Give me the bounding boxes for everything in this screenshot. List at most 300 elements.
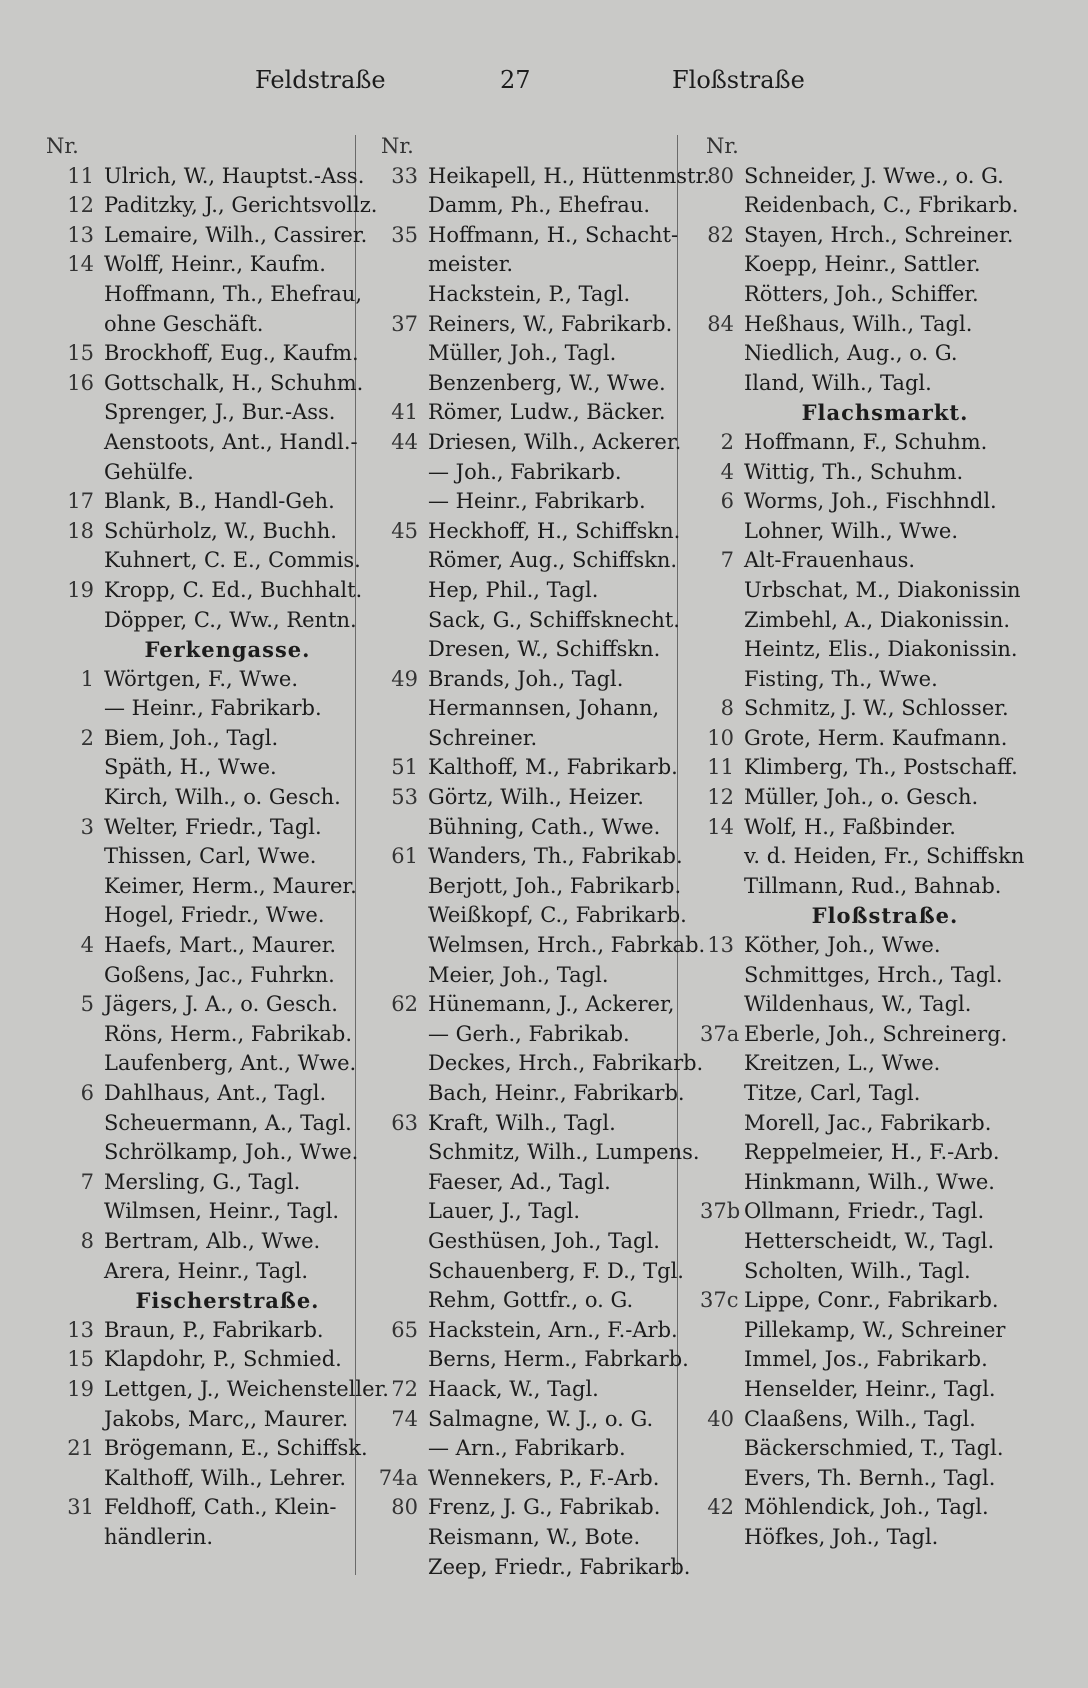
resident-text: Immel, Jos., Fabrikarb. — [744, 1347, 988, 1372]
house-number: 37b — [700, 1199, 741, 1224]
resident-text: Meier, Joh., Tagl. — [428, 962, 609, 987]
resident-text: ohne Geschäft. — [104, 311, 264, 336]
resident-entry — [375, 1493, 675, 1523]
resident-text: Hackstein, Arn., F.-Arb. — [428, 1317, 678, 1342]
resident-text: Arera, Heinr., Tagl. — [104, 1258, 309, 1283]
resident-text: Görtz, Wilh., Heizer. — [428, 785, 644, 810]
resident-entry — [700, 191, 1030, 221]
house-number — [375, 546, 428, 576]
house-number — [375, 1079, 428, 1109]
resident-text: Hetterscheidt, W., Tagl. — [744, 1228, 995, 1253]
house-number: 8 — [720, 696, 734, 721]
house-number: 18 — [67, 518, 94, 543]
house-number — [40, 1464, 104, 1494]
resident-text: Aenstoots, Ant., Handl.- — [104, 429, 358, 454]
house-number: 61 — [391, 844, 418, 869]
resident-entry — [40, 517, 375, 547]
house-number — [700, 1375, 744, 1405]
resident-text: Eberle, Joh., Schreinerg. — [744, 1021, 1008, 1046]
house-number — [700, 990, 744, 1020]
resident-entry — [40, 1049, 375, 1079]
house-number: 63 — [391, 1110, 418, 1135]
house-number — [375, 458, 428, 488]
house-number — [375, 872, 428, 902]
house-number: 65 — [391, 1317, 418, 1342]
street-heading — [700, 901, 1030, 931]
resident-entry — [375, 872, 682, 902]
house-number — [700, 1316, 744, 1346]
resident-entry — [700, 1109, 1030, 1139]
resident-entry — [40, 1197, 375, 1227]
resident-text: Sack, G., Schiffsknecht. — [428, 607, 680, 632]
resident-text: Urbschat, M., Diakonissin — [744, 577, 1021, 602]
nr-label: Nr. — [706, 134, 739, 158]
resident-entry — [40, 428, 375, 458]
resident-text: Schreiner. — [428, 725, 538, 750]
house-number — [375, 191, 428, 221]
resident-entry — [375, 546, 678, 576]
resident-text: Braun, P., Fabrikarb. — [104, 1317, 324, 1342]
resident-text: Wildenhaus, W., Tagl. — [744, 992, 972, 1017]
resident-entry — [40, 1168, 375, 1198]
resident-entry — [40, 1375, 389, 1405]
house-number: 4 — [720, 459, 734, 484]
resident-text: Hermannsen, Johann, — [428, 696, 660, 721]
resident-text: Hinkmann, Wilh., Wwe. — [744, 1169, 995, 1194]
resident-text: Worms, Joh., Fischhndl. — [744, 489, 997, 514]
resident-text: Welter, Friedr., Tagl. — [104, 814, 322, 839]
resident-entry — [40, 1405, 375, 1435]
resident-entry — [375, 576, 675, 606]
resident-entry — [40, 280, 375, 310]
resident-text: Koepp, Heinr., Sattler. — [744, 252, 981, 277]
house-number — [40, 310, 104, 340]
house-number: 13 — [67, 1317, 94, 1342]
resident-entry — [40, 990, 375, 1020]
resident-entry — [375, 221, 679, 251]
resident-entry — [40, 250, 375, 280]
resident-entry — [375, 162, 710, 192]
page-number: 27 — [500, 66, 531, 94]
house-number: 74 — [391, 1406, 418, 1431]
resident-entry — [375, 191, 675, 221]
resident-text: Römer, Aug., Schiffskn. — [428, 548, 678, 573]
resident-entry — [700, 783, 1030, 813]
resident-text: Wennekers, P., F.-Arb. — [428, 1465, 660, 1490]
resident-text: Hoffmann, Th., Ehefrau, — [104, 281, 363, 306]
house-number — [375, 369, 428, 399]
house-number — [40, 1049, 104, 1079]
resident-entry — [375, 1168, 675, 1198]
resident-text: Benzenberg, W., Wwe. — [428, 370, 666, 395]
resident-text: Kuhnert, C. E., Commis. — [104, 548, 361, 573]
resident-entry — [700, 487, 1030, 517]
house-number — [700, 280, 744, 310]
house-number: 17 — [67, 489, 94, 514]
resident-text: — Arn., Fabrikarb. — [428, 1436, 626, 1461]
house-number: 82 — [707, 222, 734, 247]
header-right-street: Floßstraße — [672, 66, 805, 94]
house-number: 6 — [720, 489, 734, 514]
house-number: 51 — [391, 755, 418, 780]
resident-text: Reidenbach, C., Fbrikarb. — [744, 193, 1019, 218]
resident-text: Frenz, J. G., Fabrikab. — [428, 1495, 661, 1520]
resident-entry — [375, 517, 681, 547]
resident-text: Weißkopf, C., Fabrikarb. — [428, 903, 687, 928]
resident-entry — [375, 310, 675, 340]
resident-entry — [375, 1405, 675, 1435]
resident-text: Bäckerschmied, T., Tagl. — [744, 1436, 1004, 1461]
resident-entry — [375, 1375, 675, 1405]
house-number: 19 — [67, 1376, 94, 1401]
resident-entry — [40, 546, 375, 576]
resident-entry — [40, 1227, 375, 1257]
resident-entry — [700, 1049, 1030, 1079]
resident-entry — [700, 1168, 1030, 1198]
house-number: 19 — [67, 577, 94, 602]
resident-text: Ollmann, Friedr., Tagl. — [744, 1199, 985, 1224]
house-number — [40, 901, 104, 931]
house-number — [375, 694, 428, 724]
resident-entry — [40, 162, 375, 192]
resident-entry — [375, 280, 675, 310]
resident-text: Driesen, Wilh., Ackerer. — [428, 429, 682, 454]
house-number — [375, 1553, 428, 1583]
resident-entry — [375, 369, 675, 399]
resident-text: Rötters, Joh., Schiffer. — [744, 281, 979, 306]
number-column-heading — [375, 132, 675, 162]
resident-text: Wolf, H., Faßbinder. — [744, 814, 956, 839]
house-number — [40, 606, 104, 636]
house-number — [40, 546, 104, 576]
resident-text: Bühning, Cath., Wwe. — [428, 814, 661, 839]
house-number: 1 — [80, 666, 94, 691]
house-number — [700, 576, 744, 606]
resident-entry — [375, 901, 687, 931]
resident-entry — [40, 724, 375, 754]
resident-text: Schmitz, J. W., Schlosser. — [744, 696, 1009, 721]
house-number — [375, 339, 428, 369]
resident-entry — [375, 1197, 675, 1227]
house-number — [700, 1345, 744, 1375]
resident-text: Laufenberg, Ant., Wwe. — [104, 1051, 357, 1076]
house-number — [40, 842, 104, 872]
house-number: 5 — [80, 992, 94, 1017]
resident-entry — [40, 753, 375, 783]
resident-entry — [700, 694, 1030, 724]
resident-text: Haack, W., Tagl. — [428, 1376, 599, 1401]
resident-text: Dresen, W., Schiffskn. — [428, 637, 661, 662]
resident-text: Paditzky, J., Gerichtsvollz. — [104, 193, 378, 218]
resident-entry — [40, 1434, 375, 1464]
house-number — [375, 813, 428, 843]
resident-entry — [40, 310, 375, 340]
resident-entry — [700, 813, 1030, 843]
resident-entry — [375, 1049, 704, 1079]
resident-entry — [375, 1227, 675, 1257]
resident-text: Faeser, Ad., Tagl. — [428, 1169, 611, 1194]
resident-text: Berns, Herm., Fabrkarb. — [428, 1347, 689, 1372]
column-3 — [700, 132, 1030, 1553]
house-number: 33 — [391, 163, 418, 188]
resident-entry — [40, 369, 375, 399]
resident-text: Bach, Heinr., Fabrikarb. — [428, 1081, 685, 1105]
resident-text: Evers, Th. Bernh., Tagl. — [744, 1465, 996, 1490]
resident-text: Schrölkamp, Joh., Wwe. — [104, 1140, 359, 1165]
house-number — [375, 1197, 428, 1227]
house-number: 37c — [700, 1288, 739, 1313]
house-number: 44 — [391, 429, 418, 454]
resident-entry — [40, 783, 375, 813]
house-number: 11 — [707, 755, 734, 780]
house-number — [40, 1138, 104, 1168]
house-number — [700, 517, 744, 547]
resident-entry — [700, 310, 1030, 340]
street-name: Fischerstraße. — [135, 1288, 320, 1314]
house-number — [375, 1168, 428, 1198]
resident-entry — [40, 842, 375, 872]
house-number: 35 — [391, 222, 418, 247]
resident-entry — [700, 1079, 1030, 1109]
resident-entry — [40, 606, 375, 636]
house-number — [40, 872, 104, 902]
resident-entry — [375, 724, 675, 754]
resident-entry — [40, 1257, 375, 1287]
house-number: 49 — [391, 666, 418, 691]
house-number — [40, 1020, 104, 1050]
resident-text: Tillmann, Rud., Bahnab. — [744, 873, 1002, 898]
resident-text: Mersling, G., Tagl. — [104, 1169, 301, 1194]
resident-text: Schmitz, Wilh., Lumpens. — [428, 1140, 700, 1165]
resident-entry — [40, 1345, 375, 1375]
resident-entry — [700, 1286, 1030, 1316]
resident-entry — [375, 1257, 684, 1287]
resident-text: Kreitzen, L., Wwe. — [744, 1051, 941, 1076]
resident-text: Kropp, C. Ed., Buchhalt. — [104, 577, 363, 602]
resident-entry — [375, 990, 675, 1020]
resident-entry — [40, 487, 375, 517]
resident-text: Schmittges, Hrch., Tagl. — [744, 962, 1003, 987]
house-number — [700, 1049, 744, 1079]
resident-text: Kalthoff, M., Fabrikarb. — [428, 755, 678, 780]
resident-entry — [700, 872, 1030, 902]
resident-text: Rehm, Gottfr., o. G. — [428, 1288, 634, 1313]
house-number: 62 — [391, 992, 418, 1017]
resident-text: Goßens, Jac., Fuhrkn. — [104, 962, 335, 987]
house-number — [40, 961, 104, 991]
resident-entry — [700, 931, 1030, 961]
resident-text: Dahlhaus, Ant., Tagl. — [104, 1081, 327, 1105]
resident-text: Heckhoff, H., Schiffskn. — [428, 518, 681, 543]
house-number: 84 — [707, 311, 734, 336]
resident-text: Brögemann, E., Schiffsk. — [104, 1436, 368, 1461]
resident-entry — [700, 1345, 1030, 1375]
house-number: 42 — [707, 1495, 734, 1520]
resident-text: Röns, Herm., Fabrikab. — [104, 1021, 353, 1046]
resident-entry — [40, 1020, 375, 1050]
resident-text: Späth, H., Wwe. — [104, 755, 277, 780]
resident-entry — [375, 1020, 675, 1050]
house-number — [700, 1227, 744, 1257]
house-number: 12 — [67, 193, 94, 218]
street-heading — [40, 635, 375, 665]
resident-entry — [375, 1079, 685, 1109]
resident-text: Deckes, Hrch., Fabrikarb. — [428, 1051, 704, 1076]
resident-entry — [700, 280, 1030, 310]
resident-text: Lohner, Wilh., Wwe. — [744, 518, 959, 543]
resident-entry — [375, 339, 675, 369]
house-number — [375, 576, 428, 606]
resident-text: Morell, Jac., Fabrikarb. — [744, 1110, 992, 1135]
resident-text: Claaßens, Wilh., Tagl. — [744, 1406, 976, 1431]
resident-text: Müller, Joh., o. Gesch. — [744, 785, 979, 810]
resident-text: Wolff, Heinr., Kaufm. — [104, 252, 326, 277]
resident-text: Damm, Ph., Ehefrau. — [428, 193, 651, 218]
street-heading — [700, 398, 1030, 428]
resident-text: Schürholz, W., Buchh. — [104, 518, 337, 543]
house-number — [700, 1138, 744, 1168]
resident-entry — [700, 635, 1030, 665]
house-number — [700, 191, 744, 221]
house-number: 4 — [80, 933, 94, 958]
nr-label: Nr. — [46, 134, 79, 158]
house-number — [40, 1405, 104, 1435]
house-number — [700, 1523, 744, 1553]
resident-text: Lauer, J., Tagl. — [428, 1199, 581, 1224]
house-number — [40, 280, 104, 310]
resident-entry — [40, 191, 378, 221]
resident-text: — Joh., Fabrikarb. — [428, 459, 622, 484]
house-number — [700, 369, 744, 399]
resident-text: Thissen, Carl, Wwe. — [104, 844, 317, 869]
resident-entry — [700, 1434, 1030, 1464]
resident-entry — [375, 428, 682, 458]
resident-entry — [375, 1523, 675, 1553]
resident-entry — [700, 1493, 1030, 1523]
resident-text: Iland, Wilh., Tagl. — [744, 370, 932, 395]
resident-text: meister. — [428, 252, 514, 277]
house-number: 2 — [720, 429, 734, 454]
resident-entry — [40, 694, 375, 724]
house-number — [375, 724, 428, 754]
header-left-street: Feldstraße — [255, 66, 386, 94]
house-number — [375, 1345, 428, 1375]
house-number — [700, 635, 744, 665]
resident-text: Heintz, Elis., Diakonissin. — [744, 637, 1018, 662]
resident-entry — [700, 339, 1030, 369]
resident-entry — [40, 961, 375, 991]
house-number: 15 — [67, 1347, 94, 1372]
resident-entry — [40, 1464, 375, 1494]
resident-entry — [700, 665, 1030, 695]
resident-text: Reismann, W., Bote. — [428, 1524, 641, 1549]
resident-entry — [700, 842, 1030, 872]
resident-text: Möhlendick, Joh., Tagl. — [744, 1495, 989, 1520]
resident-text: Niedlich, Aug., o. G. — [744, 341, 958, 366]
house-number — [40, 1257, 104, 1287]
resident-text: Kalthoff, Wilh., Lehrer. — [104, 1465, 347, 1490]
house-number — [375, 1227, 428, 1257]
resident-text: Jakobs, Marc,, Maurer. — [104, 1406, 349, 1431]
house-number — [375, 635, 428, 665]
resident-entry — [375, 813, 675, 843]
resident-text: Scheuermann, A., Tagl. — [104, 1110, 352, 1135]
column-1 — [40, 132, 389, 1553]
resident-entry — [40, 1109, 375, 1139]
resident-text: Biem, Joh., Tagl. — [104, 725, 279, 750]
resident-entry — [375, 1286, 675, 1316]
resident-text: Sprenger, J., Bur.-Ass. — [104, 400, 336, 425]
resident-entry — [40, 1138, 375, 1168]
resident-text: Hoffmann, F., Schuhm. — [744, 429, 988, 454]
resident-text: Grote, Herm. Kaufmann. — [744, 725, 1008, 750]
resident-entry — [40, 1523, 375, 1553]
house-number: 15 — [67, 341, 94, 366]
house-number — [375, 961, 428, 991]
resident-text: Gehülfe. — [104, 459, 194, 484]
house-number — [375, 1286, 428, 1316]
house-number — [700, 250, 744, 280]
house-number: 80 — [391, 1495, 418, 1520]
resident-text: Reppelmeier, H., F.-Arb. — [744, 1140, 1000, 1165]
resident-entry — [375, 458, 675, 488]
resident-entry — [40, 221, 375, 251]
house-number — [40, 783, 104, 813]
resident-entry — [375, 753, 678, 783]
resident-text: Römer, Ludw., Bäcker. — [428, 400, 666, 425]
house-number — [375, 931, 428, 961]
house-number: 7 — [80, 1169, 94, 1194]
resident-text: Kraft, Wilh., Tagl. — [428, 1110, 616, 1135]
resident-entry — [375, 1138, 700, 1168]
page-header — [0, 62, 1088, 102]
house-number: 14 — [67, 252, 94, 277]
resident-text: Scholten, Wilh., Tagl. — [744, 1258, 971, 1283]
house-number — [375, 1138, 428, 1168]
resident-text: Schneider, J. Wwe., o. G. — [744, 163, 1004, 188]
resident-entry — [700, 546, 1030, 576]
resident-entry — [700, 990, 1030, 1020]
resident-text: Höfkes, Joh., Tagl. — [744, 1524, 939, 1549]
house-number: 13 — [707, 933, 734, 958]
house-number: 6 — [80, 1081, 94, 1105]
house-number — [700, 1168, 744, 1198]
house-number: 45 — [391, 518, 418, 543]
resident-entry — [700, 1375, 1030, 1405]
resident-entry — [700, 428, 1030, 458]
resident-entry — [40, 339, 375, 369]
resident-entry — [700, 606, 1030, 636]
resident-text: Kirch, Wilh., o. Gesch. — [104, 785, 341, 810]
resident-text: Hünemann, J., Ackerer, — [428, 992, 675, 1017]
resident-entry — [375, 1345, 689, 1375]
house-number — [40, 398, 104, 428]
house-number: 2 — [80, 725, 94, 750]
house-number — [375, 1523, 428, 1553]
house-number: 10 — [707, 725, 734, 750]
resident-entry — [375, 694, 675, 724]
resident-entry — [40, 901, 375, 931]
resident-entry — [700, 458, 1030, 488]
resident-text: Zeep, Friedr., Fabrikarb. — [428, 1554, 691, 1579]
resident-entry — [375, 606, 680, 636]
resident-text: Müller, Joh., Tagl. — [428, 341, 617, 366]
house-number — [40, 694, 104, 724]
resident-entry — [40, 398, 375, 428]
resident-entry — [40, 813, 375, 843]
resident-text: Blank, B., Handl-Geh. — [104, 489, 335, 514]
resident-entry — [375, 842, 683, 872]
